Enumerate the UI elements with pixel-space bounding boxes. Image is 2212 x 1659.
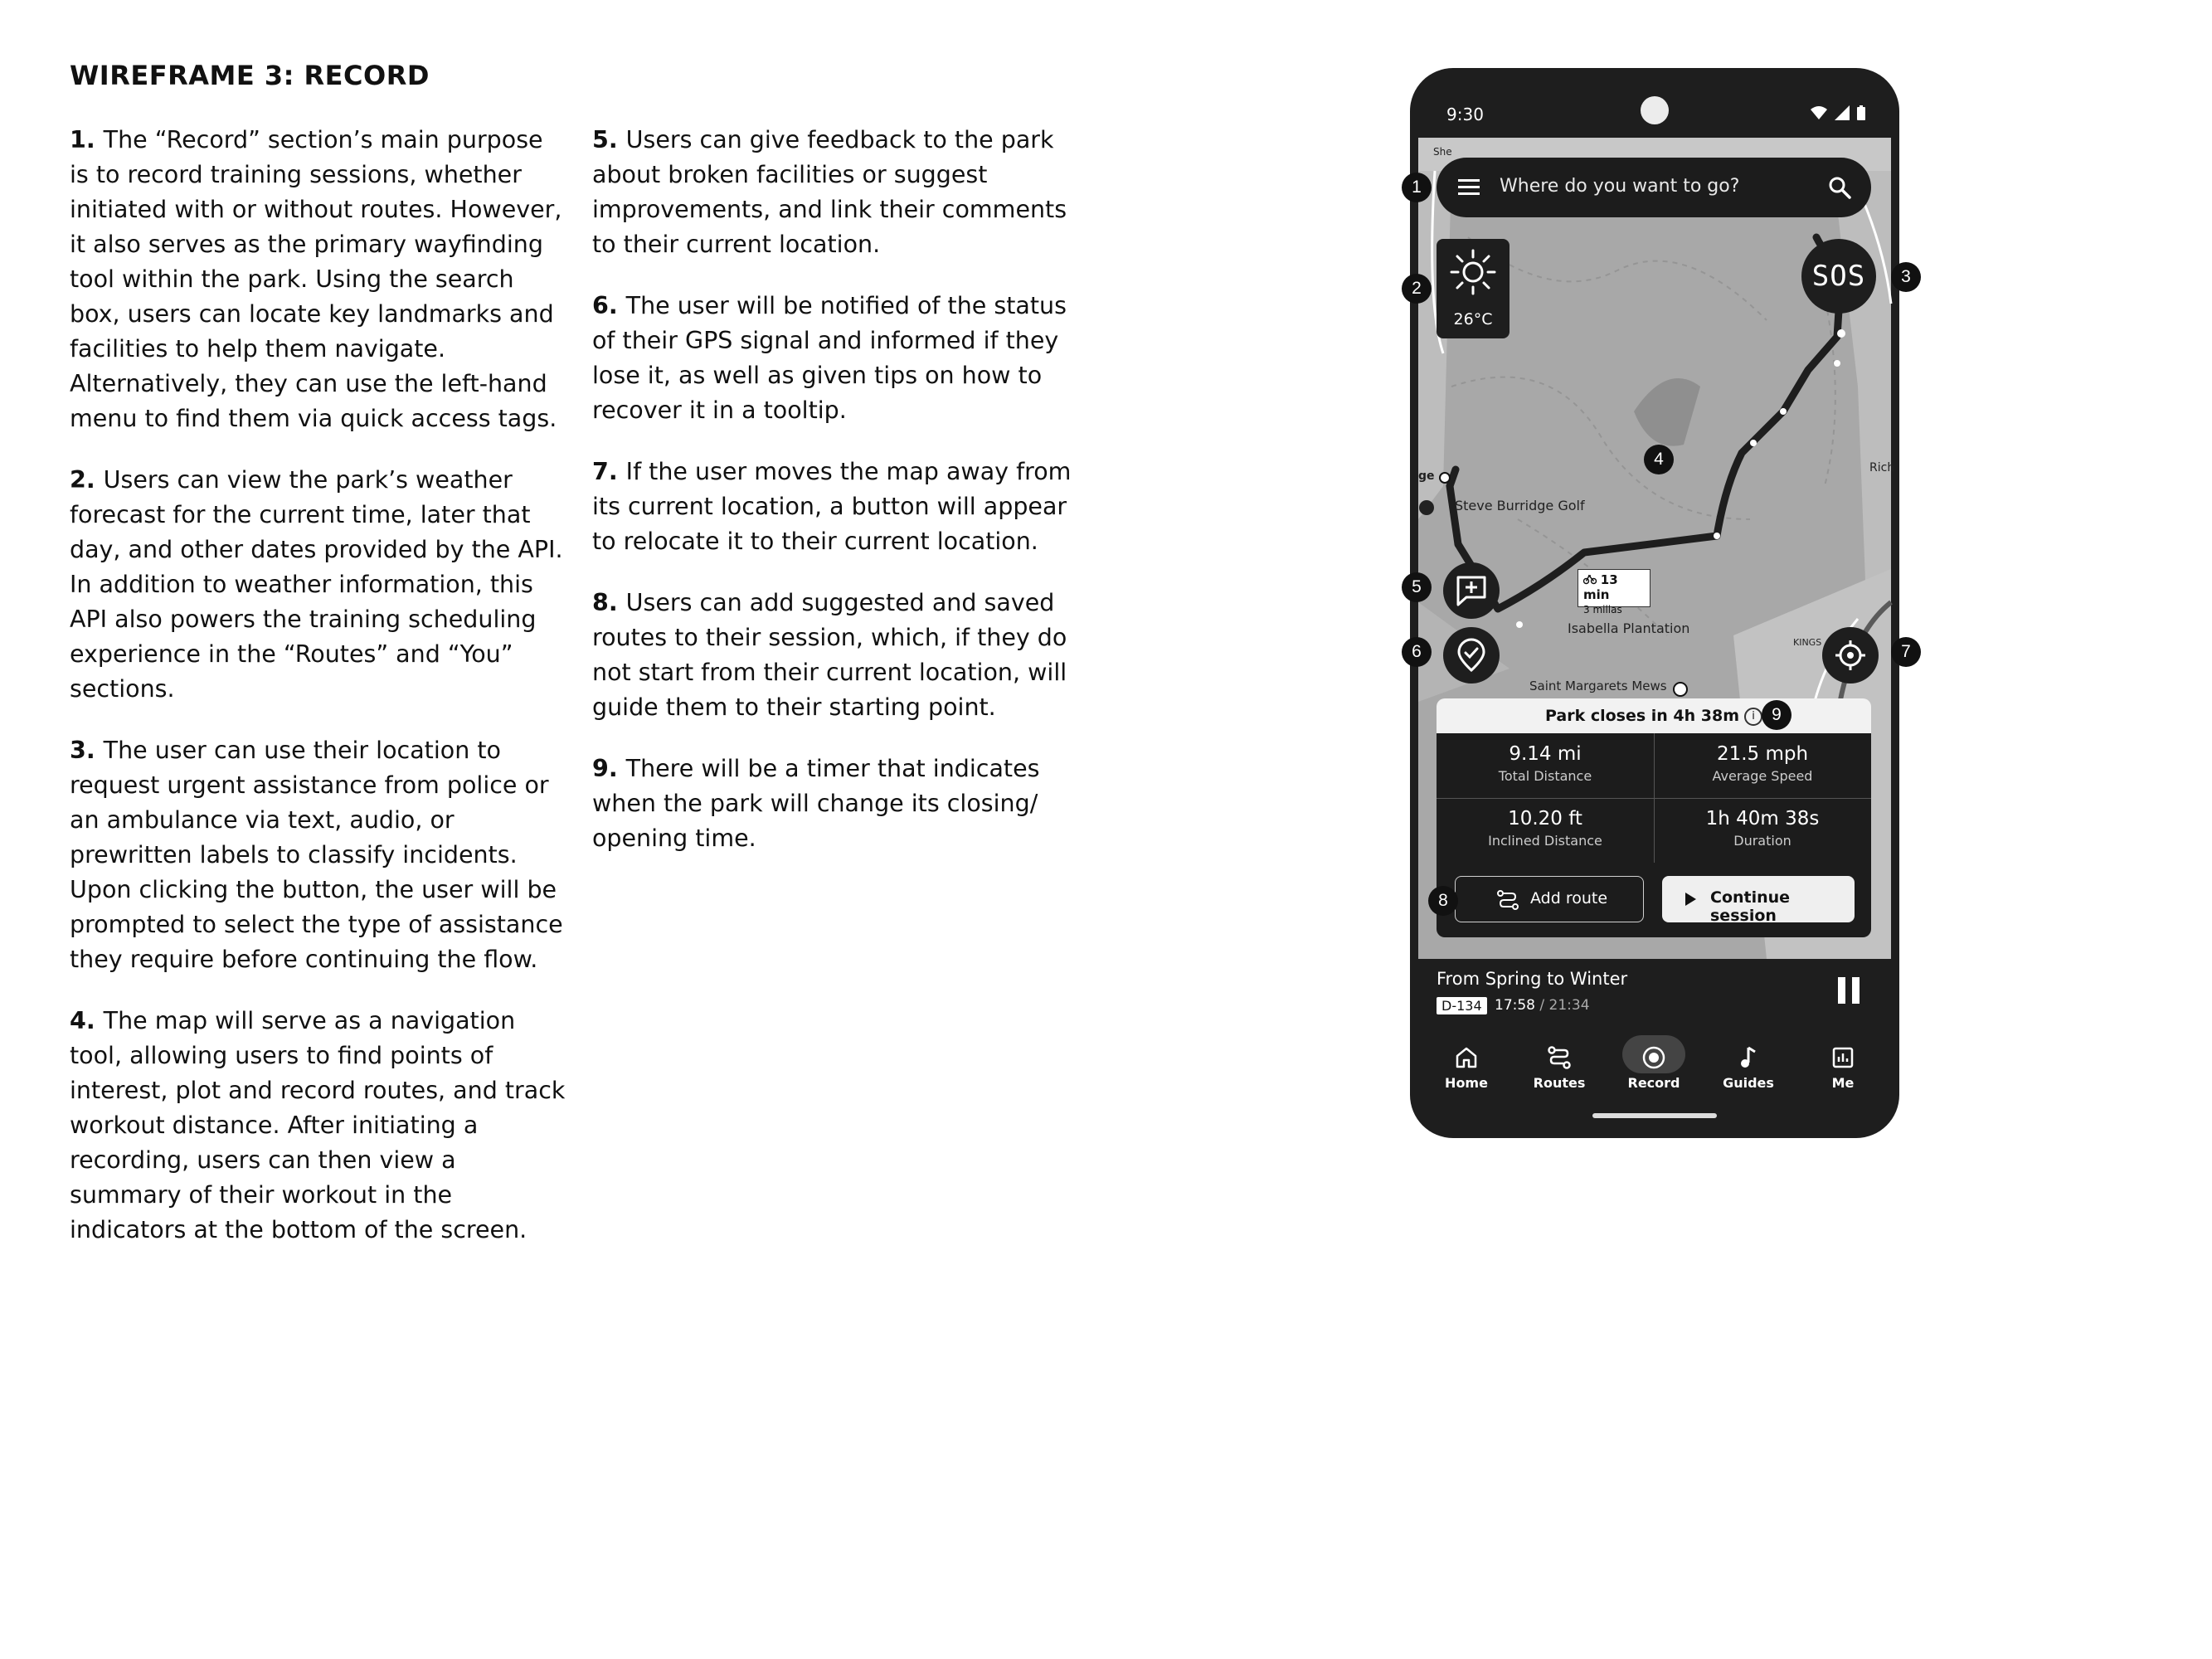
stat-label: Total Distance [1498, 768, 1592, 784]
stat-value: 9.14 mi [1509, 743, 1582, 765]
wifi-icon [1811, 105, 1827, 120]
note-2 [70, 463, 567, 707]
player-time [1495, 997, 1590, 1014]
nav-label: Home [1445, 1075, 1488, 1091]
player-track-title: From Spring to Winter [1437, 969, 1628, 989]
note-6 [592, 289, 1090, 428]
info-icon[interactable]: i [1744, 708, 1762, 726]
sos-button[interactable]: SOS [1801, 239, 1876, 314]
stat-label: Duration [1733, 833, 1791, 849]
callout-marker-5: 5 [1402, 572, 1432, 602]
player-track-code: D-134 [1437, 997, 1487, 1014]
home-indicator [1592, 1113, 1717, 1118]
search-bar[interactable] [1437, 158, 1871, 217]
callout-marker-7: 7 [1891, 637, 1921, 667]
chart-icon [1831, 1045, 1855, 1070]
gps-check-icon [1455, 639, 1488, 672]
notes-column-right [592, 123, 1090, 883]
weather-temperature: 26°C [1453, 310, 1493, 328]
audio-player[interactable] [1410, 959, 1899, 1032]
crosshair-icon [1834, 639, 1867, 672]
park-closing-text: Park closes in 4h 38m [1544, 707, 1740, 725]
menu-icon[interactable] [1458, 178, 1480, 196]
add-comment-icon [1455, 574, 1488, 607]
note-number: 2. [70, 466, 95, 494]
search-icon[interactable] [1828, 176, 1851, 199]
note-number: 5. [592, 126, 618, 153]
nav-label: Record [1627, 1075, 1680, 1091]
player-elapsed: 17:58 [1495, 997, 1535, 1014]
stats-divider-horizontal [1437, 798, 1871, 799]
route-eta-time: 13 min [1583, 572, 1618, 602]
note-3 [70, 733, 567, 977]
note-1 [70, 123, 567, 436]
nav-guides[interactable] [1707, 1035, 1790, 1091]
stat-value: 21.5 mph [1716, 743, 1809, 765]
callout-marker-3: 3 [1891, 262, 1921, 292]
bike-icon [1583, 574, 1597, 584]
note-number: 3. [70, 737, 95, 764]
note-number: 6. [592, 292, 618, 319]
stat-value: 1h 40m 38s [1705, 808, 1820, 830]
nav-me[interactable] [1801, 1035, 1884, 1091]
note-number: 4. [70, 1007, 95, 1034]
pause-icon[interactable] [1836, 975, 1861, 1005]
map-label-kings: KINGS [1793, 637, 1822, 648]
session-stats-panel [1437, 733, 1871, 937]
stat-value: 10.20 ft [1508, 808, 1582, 830]
map-label-she: She [1433, 146, 1452, 158]
map-label-ge: ge [1418, 469, 1435, 483]
gps-status-button[interactable] [1443, 627, 1500, 684]
map-label-mews: Saint Margarets Mews [1529, 679, 1667, 693]
record-icon [1641, 1045, 1666, 1070]
callout-marker-6: 6 [1402, 637, 1432, 667]
map-label-rich: Rich [1869, 461, 1895, 474]
note-number: 7. [592, 458, 618, 485]
continue-session-label: Continue session [1710, 888, 1791, 925]
note-text: There will be a timer that indicates when the park will change its closing/ opening time. [592, 755, 1040, 852]
bottom-navigation [1410, 1030, 1899, 1105]
note-text: The “Record” section’s main purpose is to record training sessions, whether initiated with or without routes. However, it also serves as the primary wayfinding tool within the park. Using the search box, users can locate key landmarks and facilities to help them navigate. Alternatively, they can use the left-hand menu to find them via quick access tags. [70, 126, 562, 432]
callout-marker-2: 2 [1402, 274, 1432, 304]
note-text: The map will serve as a navigation tool, allowing users to find points of interest, plot and record routes, and track workout distance. After initiating a recording, users can then view a summary of their workout in the indicators at the bottom of the screen. [70, 1007, 566, 1243]
route-eta-distance: 3 millas [1583, 604, 1622, 615]
stat-label: Average Speed [1712, 768, 1813, 784]
home-icon [1455, 1045, 1478, 1070]
map-label-plantation: Isabella Plantation [1568, 620, 1690, 636]
player-total: / 21:34 [1539, 997, 1590, 1014]
play-icon [1684, 892, 1697, 907]
nav-label: Me [1831, 1075, 1855, 1091]
stat-inclined-distance [1437, 798, 1654, 863]
sun-icon [1450, 249, 1496, 295]
route-icon [1497, 890, 1519, 910]
nav-label: Routes [1533, 1075, 1586, 1091]
music-note-icon [1738, 1045, 1758, 1070]
add-route-button[interactable] [1455, 876, 1644, 922]
note-text: Users can add suggested and saved routes to their session, which, if they do not start from their current location, will guide them to their starting point. [592, 589, 1067, 721]
note-5 [592, 123, 1090, 262]
note-text: If the user moves the map away from its current location, a button will appear to relocate it to their current location. [592, 458, 1072, 555]
callout-marker-9: 9 [1762, 700, 1791, 730]
note-number: 9. [592, 755, 618, 782]
nav-record[interactable] [1612, 1035, 1695, 1091]
stat-label: Inclined Distance [1488, 833, 1602, 849]
callout-marker-8: 8 [1428, 886, 1458, 916]
continue-session-button[interactable] [1662, 876, 1855, 925]
add-route-label: Add route [1530, 889, 1608, 907]
callout-marker-1: 1 [1402, 173, 1432, 202]
battery-icon [1856, 105, 1866, 120]
notes-column-left [70, 123, 567, 1274]
nav-label: Guides [1723, 1075, 1774, 1091]
note-4 [70, 1004, 567, 1248]
callout-marker-4: 4 [1644, 445, 1674, 474]
note-text: The user can use their location to request urgent assistance from police or an ambulance via text, audio, or prewritten labels to classify incidents. Upon clicking the button, the user will be prompted to select the type of assistance they require before continuing the flow. [70, 737, 563, 973]
document-title: WIREFRAME 3: RECORD [70, 60, 430, 91]
routes-icon [1547, 1045, 1572, 1070]
status-icons [1811, 105, 1866, 124]
note-7 [592, 455, 1090, 559]
search-input[interactable]: Where do you want to go? [1500, 176, 1740, 197]
note-text: Users can give feedback to the park about broken facilities or suggest improvements, and link their comments to their current location. [592, 126, 1067, 258]
phone-frame [1410, 68, 1899, 1138]
route-eta-chip[interactable] [1578, 569, 1650, 615]
stat-duration [1654, 798, 1871, 863]
note-9 [592, 752, 1090, 856]
nav-routes[interactable] [1518, 1035, 1601, 1091]
note-text: The user will be notified of the status of their GPS signal and informed if they lose it, as well as given tips on how to recover it in a tooltip. [592, 292, 1067, 424]
recenter-location-button[interactable] [1822, 627, 1879, 684]
park-closing-timer[interactable] [1437, 698, 1871, 733]
camera-cutout [1641, 96, 1669, 124]
weather-widget[interactable] [1437, 239, 1510, 338]
nav-home[interactable] [1425, 1035, 1508, 1091]
note-8 [592, 586, 1090, 725]
note-number: 1. [70, 126, 95, 153]
feedback-button[interactable] [1443, 562, 1500, 619]
map-label-golf: Steve Burridge Golf [1455, 498, 1585, 513]
stat-total-distance [1437, 733, 1654, 798]
signal-icon [1835, 105, 1850, 120]
note-text: Users can view the park’s weather forecast for the current time, later that day, and other dates provided by the API. In addition to weather information, this API also powers the training scheduling experience in the “Routes” and “You” sections. [70, 466, 563, 703]
stat-average-speed [1654, 733, 1871, 798]
status-time: 9:30 [1446, 105, 1484, 124]
note-number: 8. [592, 589, 618, 616]
